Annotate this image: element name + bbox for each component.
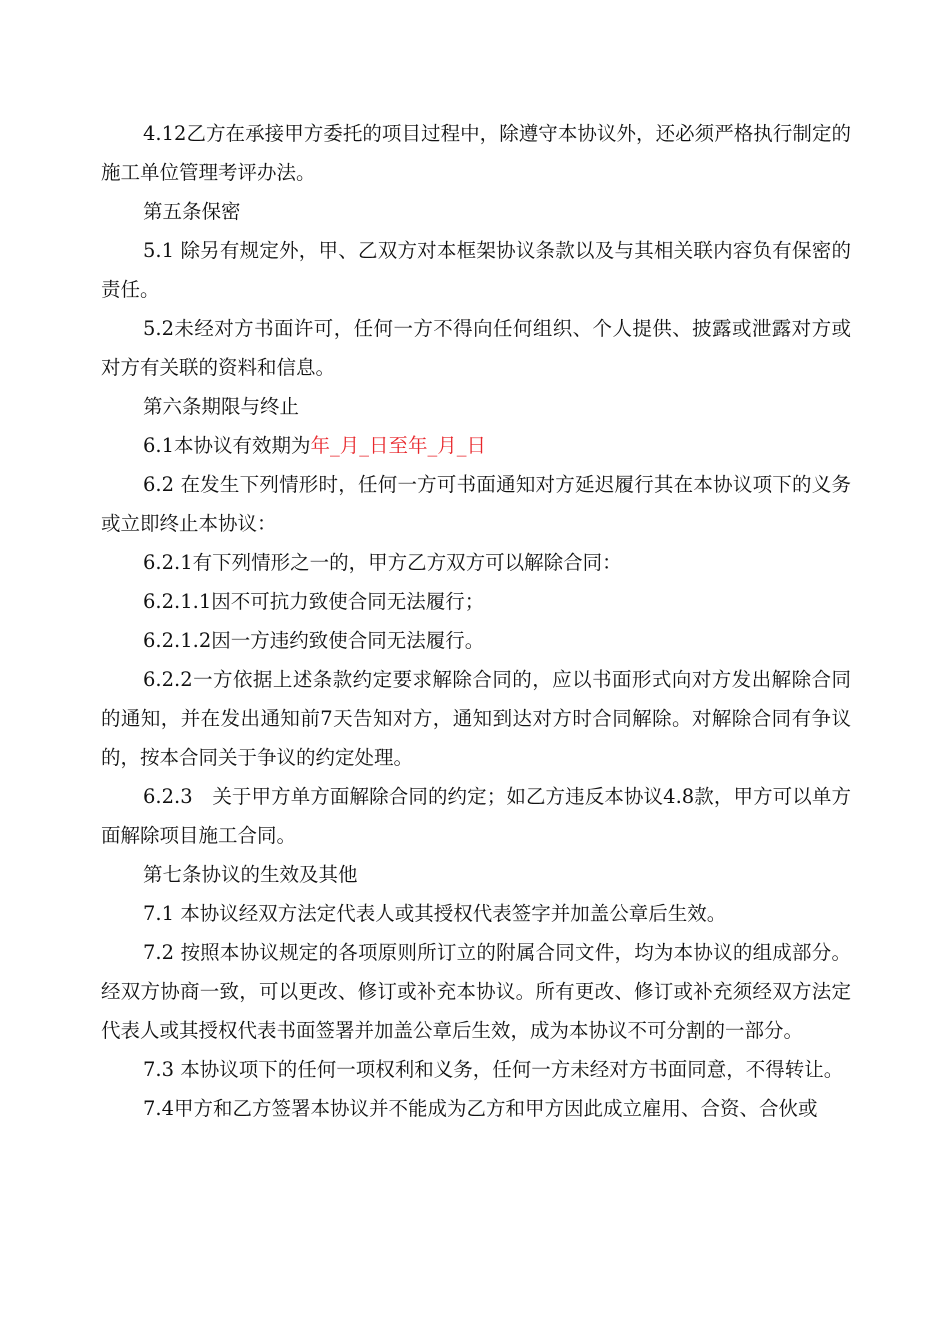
clause-4-12: 4.12乙方在承接甲方委托的项目过程中，除遵守本协议外，还必须严格执行制定的施工单位管理考评办法。 [101,122,851,184]
clause-6-1 [101,426,851,465]
clause-6-2-3: 6.2.3 关于甲方单方面解除合同的约定；如乙方违反本协议4.8款，甲方可以单方面解除项目施工合同。 [101,785,851,847]
clause-6-2-1-2: 6.2.1.2因一方违约致使合同无法履行。 [143,629,485,652]
clause-6-1-text: 6.1本协议有效期为 [143,434,311,457]
clause-5-1: 5.1 除另有规定外，甲、乙双方对本框架协议条款以及与其相关联内容负有保密的责任。 [101,239,851,301]
clause-6-2-1: 6.2.1有下列情形之一的，甲方乙方双方可以解除合同： [143,551,622,574]
clause-7-4: 7.4甲方和乙方签署本协议并不能成为乙方和甲方因此成立雇用、合资、合伙或 [143,1097,818,1120]
term-date-placeholder: 年_月_日至年_月_日 [310,434,487,457]
clause-6-2: 6.2 在发生下列情形时，任何一方可书面通知对方延迟履行其在本协议项下的义务或立即终止本协议： [101,473,851,535]
clause-6-2-2: 6.2.2一方依据上述条款约定要求解除合同的，应以书面形式向对方发出解除合同的通知，并在发出通知前7天告知对方，通知到达对方时合同解除。对解除合同有争议的，按本合同关于争议的约定处理。 [101,668,851,769]
document-body [101,114,851,1128]
clause-7-2: 7.2 按照本协议规定的各项原则所订立的附属合同文件，均为本协议的组成部分。经双方协商一致，可以更改、修订或补充本协议。所有更改、修订或补充须经双方法定代表人或其授权代表书面签署并加盖公章后生效，成为本协议不可分割的一部分。 [101,941,851,1042]
clause-7-3: 7.3 本协议项下的任何一项权利和义务，任何一方未经对方书面同意，不得转让。 [143,1058,844,1081]
article-6-heading: 第六条期限与终止 [143,395,300,418]
article-5-heading: 第五条保密 [143,200,241,223]
clause-7-1: 7.1 本协议经双方法定代表人或其授权代表签字并加盖公章后生效。 [143,902,727,925]
clause-5-2: 5.2未经对方书面许可，任何一方不得向任何组织、个人提供、披露或泄露对方或对方有关联的资料和信息。 [101,317,851,379]
article-7-heading: 第七条协议的生效及其他 [143,863,358,886]
clause-6-2-1-1: 6.2.1.1因不可抗力致使合同无法履行； [143,590,485,613]
